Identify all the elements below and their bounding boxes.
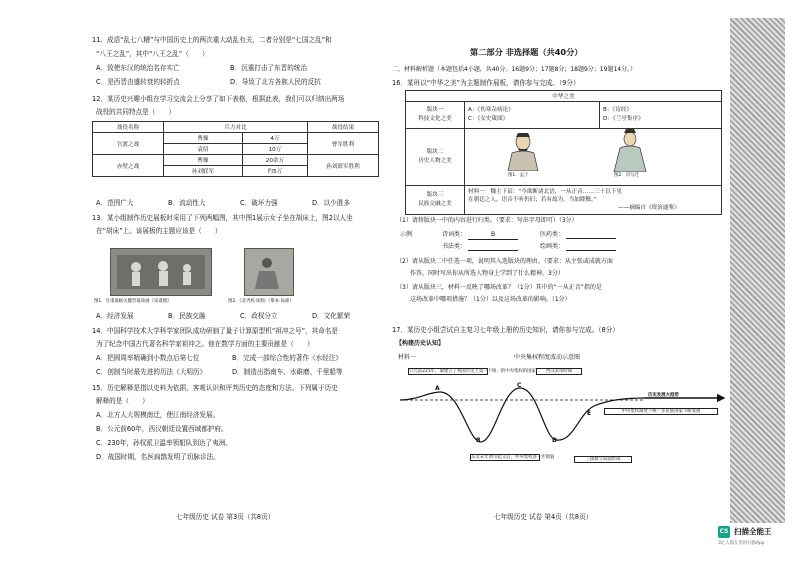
- q12-option-a: A．范围广大: [96, 199, 134, 207]
- left-footer: 七年级历史 试卷 第3页（共8页）: [176, 513, 275, 521]
- right-footer: 七年级历史 试卷 第4页（共8页）: [494, 513, 593, 521]
- mural-image: [110, 248, 212, 296]
- row2-head2: 历史人物之美: [418, 158, 452, 164]
- q12-stem2: 战役的共同特点是（ ）: [96, 108, 176, 116]
- fig1-caption: 图1．孟子: [508, 173, 529, 178]
- section-header: 二、材料解析题（本题包括4小题，共40分。16题9分；17题8分；18题9分；19题14分。）: [392, 66, 637, 73]
- row3-text1: 材料一 魏主下诏：“今欲断诸北语，一从正音……三十以下见: [468, 189, 622, 195]
- battle-chibi-result: 孙刘联军胜利: [308, 155, 379, 177]
- q11-option-d: D．导致了北方各族人民的反抗: [230, 78, 321, 86]
- row1-head1: 版块一: [426, 107, 444, 113]
- point-a-label: A: [435, 385, 440, 392]
- row1-b: B：《诗经》: [603, 107, 633, 113]
- point-e-label: E: [587, 410, 592, 417]
- table-title: 中华之美: [406, 91, 722, 102]
- q17-subheading: 【构建历史认知】: [396, 340, 445, 347]
- battle-header-result: 战役结果: [308, 122, 379, 133]
- q11-option-a: A．致使东汉的统治名存实亡: [96, 64, 180, 72]
- battle-cell: 20余万: [242, 155, 307, 166]
- fig2-caption: 图2．司马迁: [614, 173, 639, 178]
- q13-option-c: C．政权分立: [240, 312, 278, 320]
- q12-option-d: D．以少胜多: [312, 199, 351, 207]
- example-label: 示例: [400, 231, 413, 238]
- medicine-answer-field[interactable]: [566, 238, 616, 239]
- q14-option-c: C．创制当时最先进的历法《大明历》: [96, 368, 207, 376]
- q13-option-d: D．文化繁荣: [312, 312, 351, 320]
- q14-stem2: 为了纪念中国古代著名科学家祖冲之。他在数学方面的主要贡献是（ ）: [96, 340, 314, 348]
- row3-source: ——摘编自《资治通鉴》: [618, 205, 680, 211]
- timeline-box-1: 公元前221年，秦建立了我国历史上第一个统一的中央集权的国家: [409, 369, 536, 374]
- poetry-answer: B: [468, 231, 518, 240]
- q14-stem: 14．中国科学技术大学科学家团队成功研制了量子计算原型机“祖冲之号”，其命名是: [92, 327, 339, 335]
- painting-answer-field[interactable]: [566, 250, 616, 251]
- medicine-label: 医药类：: [540, 231, 565, 238]
- battle-cell: 约5万: [242, 166, 307, 177]
- simaqian-portrait: [604, 128, 654, 172]
- q13-caption2: 图2．《北齐校书图》（摹本·局部）: [228, 299, 294, 304]
- battle-cell: 4万: [242, 133, 307, 144]
- q12-stem: 12．某历史兴趣小组在学习交流会上分享了如下表格，根据此表，我们可以归纳出两场: [92, 95, 345, 103]
- row3-text2: 在朝廷之人，语音不听仍旧；若有故为，当加降黜。”: [468, 197, 597, 203]
- row1-head2: 科技文化之美: [418, 116, 452, 122]
- battle-cell: 曹操: [164, 155, 243, 166]
- mencius-portrait: [498, 131, 548, 171]
- painting-figure-icon: [245, 249, 293, 295]
- q14-option-a: A．把圆周率精确到小数点后第七位: [96, 354, 200, 362]
- battle-cell: 袁绍: [164, 144, 243, 155]
- point-c-label: C: [517, 382, 522, 389]
- q11-option-c: C．是西晋由盛转衰的转折点: [96, 78, 180, 86]
- q13-caption1: 图1．甘肃嘉峪关魏晋墓砖画《采桑图》: [94, 299, 172, 304]
- q15-option-d: D．战国时期，名医扁鹊发明了切脉诊法。: [96, 453, 220, 461]
- q11-stem2: “八王之乱”，其中“八王之乱”（ ）: [96, 50, 209, 58]
- mural-figures-icon: [111, 249, 211, 295]
- q13-option-b: B．民族交融: [168, 312, 206, 320]
- camscanner-logo-icon: CS: [718, 526, 730, 538]
- timeline-box-3: 东汉末年黄巾起义后，中央集权进一步削弱: [471, 455, 555, 460]
- part-title: 第二部分 非选择题（共40分）: [470, 47, 583, 57]
- battle-table: [92, 121, 379, 177]
- timeline-box-4: 三国鼎立局面形成: [574, 456, 632, 463]
- mencius-figure-icon: [498, 131, 548, 171]
- simaqian-figure-icon: [604, 128, 654, 172]
- point-d-label: D: [552, 437, 557, 444]
- camscanner-tagline: 3亿人都在用的扫描App: [718, 541, 765, 546]
- q14-option-b: B．完成一部综合性的著作《水经注》: [232, 354, 343, 362]
- poetry-label: 诗词类：: [442, 231, 467, 238]
- camscanner-brand: 扫描全能王: [734, 527, 772, 536]
- q16-sub1: （1）请将版块一中的内容进行归类。（要求：写出字母即可）（3分）: [396, 217, 578, 224]
- q16-sub2a: （2）请从版块二中任选一项，说明其入选版块的理由。（要求：从主张或成就方面: [396, 258, 613, 265]
- painting-label: 绘画类：: [540, 243, 565, 250]
- row1-c: C：《女史箴图》: [468, 116, 509, 122]
- q16-stem: 16．某班以“中华之美”为主题制作展板，请你参与完成。（9分）: [392, 79, 580, 87]
- calligraphy-label: 书法类：: [442, 243, 467, 250]
- row1-d: D：《兰亭集序》: [603, 116, 644, 122]
- timeline-box-2: 西汉武帝时期: [536, 368, 582, 375]
- q15-stem: 15．历史解释是指以史料为依据，客观认识和评判历史的态度和方法。下列属于历史: [92, 384, 338, 392]
- battle-guandu-result: 曹军胜利: [308, 133, 379, 155]
- scanner-edge-pattern: [730, 18, 785, 523]
- battle-header-name: 战役名称: [93, 122, 164, 133]
- q16-sub2b: 作答，同时写出你从所选人物身上学到了什么精神，3分）: [410, 270, 564, 277]
- q15-option-b: B．公元前60年，西汉朝廷设置西域都护府。: [96, 425, 228, 433]
- q15-option-a: A．北方人大规模南迁，使江南经济发展。: [96, 411, 220, 419]
- battle-chibi: 赤壁之战: [93, 155, 164, 177]
- centralization-wave-diagram: [398, 362, 728, 482]
- q15-option-c: C．230年，孙权派卫温率领船队到达了夷洲。: [96, 439, 232, 447]
- q12-option-c: C．破坏力强: [240, 199, 278, 207]
- battle-guandu: 官渡之战: [93, 133, 164, 155]
- point-b-label: B: [476, 437, 481, 444]
- q15-stem2: 解释的是（ ）: [96, 397, 149, 405]
- q16-sub3b: 这场改革中哪项措施？（1分）以及这场改革的影响。（1分）: [410, 296, 571, 303]
- q13-option-a: A．经济发展: [96, 312, 134, 320]
- battle-header-force: 兵力对比: [164, 122, 308, 133]
- q11-stem: 11、成语“乱七八糟”与中国历史上的两次重大动乱有关，二者分别是“七国之乱”和: [92, 36, 332, 44]
- battle-cell: 曹操: [164, 133, 243, 144]
- row1-a: A：《伤寒杂病论》: [468, 107, 514, 113]
- battle-cell: 10万: [242, 144, 307, 155]
- row3-head2: 民族交融之美: [418, 201, 452, 207]
- q16-sub3a: （3）请从版块三，材料一反映了哪场改革？（1分）其中的“一从正音”指的是: [396, 284, 602, 291]
- row2-head1: 版块二: [426, 149, 444, 155]
- timeline-chart-title: 中央集权程度波动示意图: [514, 354, 581, 361]
- battle-cell: 孙刘联军: [164, 166, 243, 177]
- painting-image: [244, 248, 294, 296]
- timeline-box-6: 中央集权制度下统一多民族国家不断发展: [604, 408, 718, 415]
- timeline-trend-label: 历史发展大趋势: [648, 393, 679, 398]
- q14-option-d: D．制造出指南车、水碓磨、千里船等: [232, 368, 343, 376]
- q13-stem: 13．某小组制作历史展板时采用了下列两幅图，其中图1展示女子坐在胡床上，图2以人坐: [92, 214, 353, 222]
- q13-stem2: 在“胡床”上。该展板的主题应该是（ ）: [96, 227, 222, 235]
- q11-option-b: B．沉重打击了东晋的统治: [230, 64, 308, 72]
- material-one-label: 材料一: [398, 354, 417, 361]
- q17-stem: 17．某历史小组尝试自主复习七年级上册的历史知识，请你参与完成。（8分）: [392, 326, 619, 334]
- q12-option-b: B．流动性大: [168, 199, 206, 207]
- calligraphy-answer-field[interactable]: [468, 250, 518, 251]
- china-beauty-table: [405, 90, 722, 215]
- row3-head1: 版块三: [426, 192, 444, 198]
